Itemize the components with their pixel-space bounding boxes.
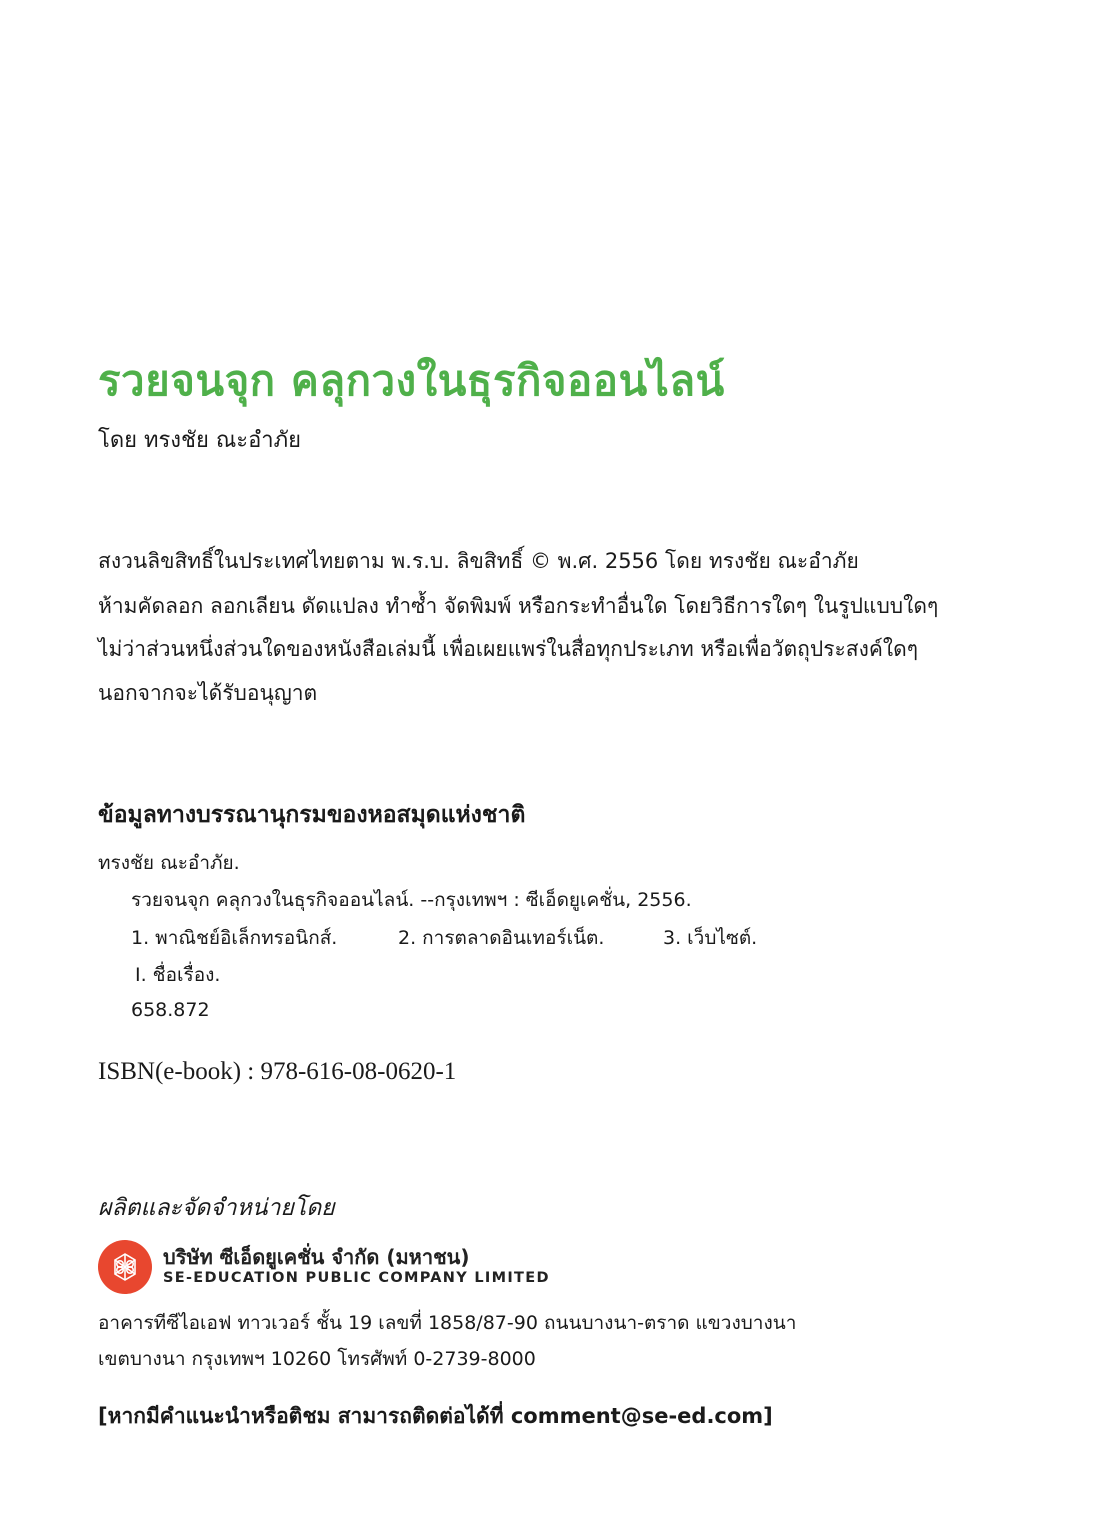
author-byline: โดย ทรงชัย ณะอำภัย — [98, 428, 302, 453]
company-name-english: SE-EDUCATION PUBLIC COMPANY LIMITED — [163, 1270, 550, 1286]
copyright-line-1: สงวนลิขสิทธิ์ในประเทศไทยตาม พ.ร.บ. ลิขสิทธิ์ © พ.ศ. 2556 โดย ทรงชัย ณะอำภัย — [98, 549, 859, 573]
contact-line: [หากมีคำแนะนำหรือติชม สามารถติดต่อได้ที่ comment@se-ed.com] — [98, 1404, 773, 1428]
cip-subject-3: 3. เว็บไซต์. — [663, 927, 758, 949]
cip-class-number: 658.872 — [131, 999, 210, 1021]
cip-title-entry: I. ชื่อเรื่อง. — [135, 964, 221, 986]
isbn: ISBN(e-book) : 978-616-08-0620-1 — [98, 1058, 457, 1085]
cip-author: ทรงชัย ณะอำภัย. — [98, 852, 240, 874]
cip-subject-2: 2. การตลาดอินเทอร์เน็ต. — [398, 927, 605, 949]
company-name-thai: บริษัท ซีเอ็ดยูเคชั่น จำกัด (มหาชน) — [163, 1245, 470, 1269]
address-line-2: เขตบางนา กรุงเทพฯ 10260 โทรศัพท์ 0-2739-8000 — [98, 1348, 536, 1370]
copyright-line-2: ห้ามคัดลอก ลอกเลียน ดัดแปลง ทำซ้ำ จัดพิมพ์ หรือกระทำอื่นใด โดยวิธีการใดๆ ในรูปแบบใดๆ — [98, 594, 939, 618]
copyright-line-3: ไม่ว่าส่วนหนึ่งส่วนใดของหนังสือเล่มนี้ เพื่อเผยแพร่ในสื่อทุกประเภท หรือเพื่อวัตถุประสงค์ใดๆ — [98, 637, 919, 661]
cip-subject-1: 1. พาณิชย์อิเล็กทรอนิกส์. — [131, 927, 338, 949]
address-line-1: อาคารทีซีไอเอฟ ทาวเวอร์ ชั้น 19 เลขที่ 1858/87-90 ถนนบางนา-ตราด แขวงบางนา — [98, 1312, 797, 1334]
copyright-line-4: นอกจากจะได้รับอนุญาต — [98, 681, 318, 705]
cip-heading: ข้อมูลทางบรรณานุกรมของหอสมุดแห่งชาติ — [98, 802, 526, 828]
distributed-by-label: ผลิตและจัดจำหน่ายโดย — [98, 1195, 335, 1221]
se-ed-logo-icon — [98, 1240, 152, 1294]
cip-entry: รวยจนจุก คลุกวงในธุรกิจออนไลน์. --กรุงเทพฯ : ซีเอ็ดยูเคชั่น, 2556. — [131, 889, 692, 911]
book-title: รวยจนจุก คลุกวงในธุรกิจออนไลน์ — [98, 356, 725, 405]
